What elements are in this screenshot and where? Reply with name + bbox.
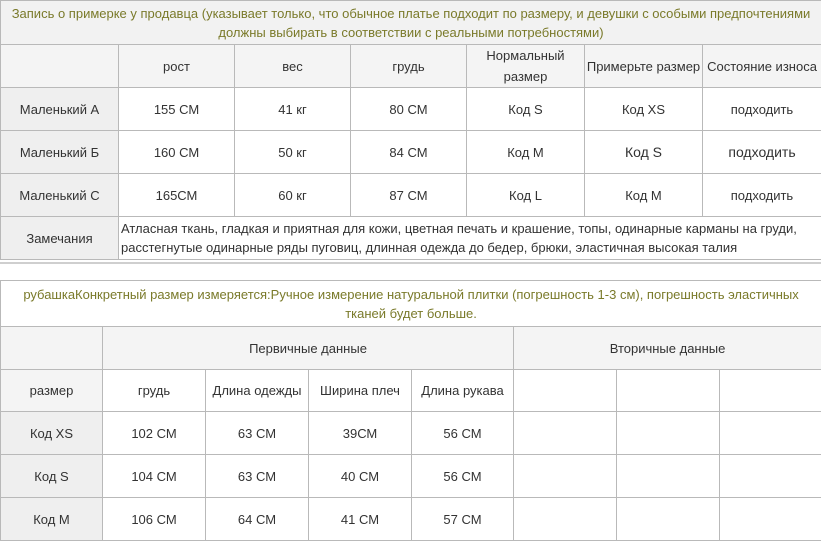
section-divider	[0, 262, 821, 264]
header-sleeve: Длина рукава	[412, 370, 514, 412]
shoulder-value: 41 СМ	[309, 498, 412, 541]
header-normal-size: Нормальный размер	[467, 45, 585, 88]
header-length: Длина одежды	[206, 370, 309, 412]
sizes-header-row	[1, 370, 821, 412]
fitting-header-row	[1, 45, 821, 88]
chest-value: 106 СМ	[103, 498, 206, 541]
chest-value: 84 СМ	[351, 131, 467, 174]
empty-cell	[617, 455, 720, 498]
chest-value: 80 СМ	[351, 88, 467, 131]
empty-cell	[514, 370, 617, 412]
empty-cell	[514, 455, 617, 498]
length-value: 63 СМ	[206, 455, 309, 498]
normal-size-value: Код L	[467, 174, 585, 217]
table-row	[1, 498, 821, 541]
secondary-data-label: Вторичные данные	[514, 327, 821, 370]
wear-state-value: подходить	[703, 88, 821, 131]
wear-state-value: подходить	[703, 174, 821, 217]
table-row	[1, 131, 821, 174]
try-size-value: Код M	[585, 174, 703, 217]
try-size-value: Код S	[585, 131, 703, 174]
try-size-value: Код XS	[585, 88, 703, 131]
fitting-table	[0, 0, 821, 260]
person-name: Маленький А	[1, 88, 119, 131]
notes-label: Замечания	[1, 217, 119, 260]
weight-value: 41 кг	[235, 88, 351, 131]
header-shoulder: Ширина плеч	[309, 370, 412, 412]
table-row	[1, 88, 821, 131]
header-chest: грудь	[351, 45, 467, 88]
empty-cell	[720, 455, 821, 498]
weight-value: 50 кг	[235, 131, 351, 174]
person-name: Маленький С	[1, 174, 119, 217]
empty-cell	[720, 370, 821, 412]
empty-cell	[617, 498, 720, 541]
shoulder-value: 40 СМ	[309, 455, 412, 498]
empty-cell	[514, 412, 617, 455]
sleeve-value: 56 СМ	[412, 412, 514, 455]
header-height: рост	[119, 45, 235, 88]
wear-state-value: подходить	[703, 131, 821, 174]
sleeve-value: 56 СМ	[412, 455, 514, 498]
size-code: Код M	[1, 498, 103, 541]
normal-size-value: Код M	[467, 131, 585, 174]
length-value: 64 СМ	[206, 498, 309, 541]
table-row	[1, 174, 821, 217]
chest-value: 102 СМ	[103, 412, 206, 455]
length-value: 63 СМ	[206, 412, 309, 455]
header-try-size: Примерьте размер	[585, 45, 703, 88]
chest-value: 104 СМ	[103, 455, 206, 498]
normal-size-value: Код S	[467, 88, 585, 131]
sizes-title: рубашкаКонкретный размер измеряется:Ручное измерение натуральной плитки (погрешность 1-3 см), погрешность эластичных тканей будет больше.	[1, 281, 821, 327]
size-code: Код S	[1, 455, 103, 498]
empty-cell	[720, 412, 821, 455]
header-chest: грудь	[103, 370, 206, 412]
sleeve-value: 57 СМ	[412, 498, 514, 541]
primary-data-label: Первичные данные	[103, 327, 514, 370]
empty-cell	[514, 498, 617, 541]
height-value: 165СМ	[119, 174, 235, 217]
empty-cell	[617, 370, 720, 412]
header-size: размер	[1, 370, 103, 412]
table-row	[1, 412, 821, 455]
person-name: Маленький Б	[1, 131, 119, 174]
size-table	[0, 280, 821, 541]
header-wear-state: Состояние износа	[703, 45, 821, 88]
empty-cell	[720, 498, 821, 541]
header-empty	[1, 45, 119, 88]
sizes-group-row	[1, 327, 821, 370]
header-weight: вес	[235, 45, 351, 88]
table-row	[1, 455, 821, 498]
empty-cell	[617, 412, 720, 455]
shoulder-value: 39СМ	[309, 412, 412, 455]
notes-text: Атласная ткань, гладкая и приятная для кожи, цветная печать и крашение, топы, одинарные карманы на груди, расстегнутые одинарные ряды пуговиц, длинная одежда до бедер, брюки, эластичная высокая талия	[119, 217, 821, 260]
chest-value: 87 СМ	[351, 174, 467, 217]
size-code: Код XS	[1, 412, 103, 455]
group-empty	[1, 327, 103, 370]
notes-row	[1, 217, 821, 260]
height-value: 155 СМ	[119, 88, 235, 131]
height-value: 160 СМ	[119, 131, 235, 174]
weight-value: 60 кг	[235, 174, 351, 217]
fitting-title: Запись о примерке у продавца (указывает только, что обычное платье подходит по размеру, и девушки с особыми предпочтениями должны выбирать в соответствии с реальными потребностями)	[1, 1, 821, 45]
